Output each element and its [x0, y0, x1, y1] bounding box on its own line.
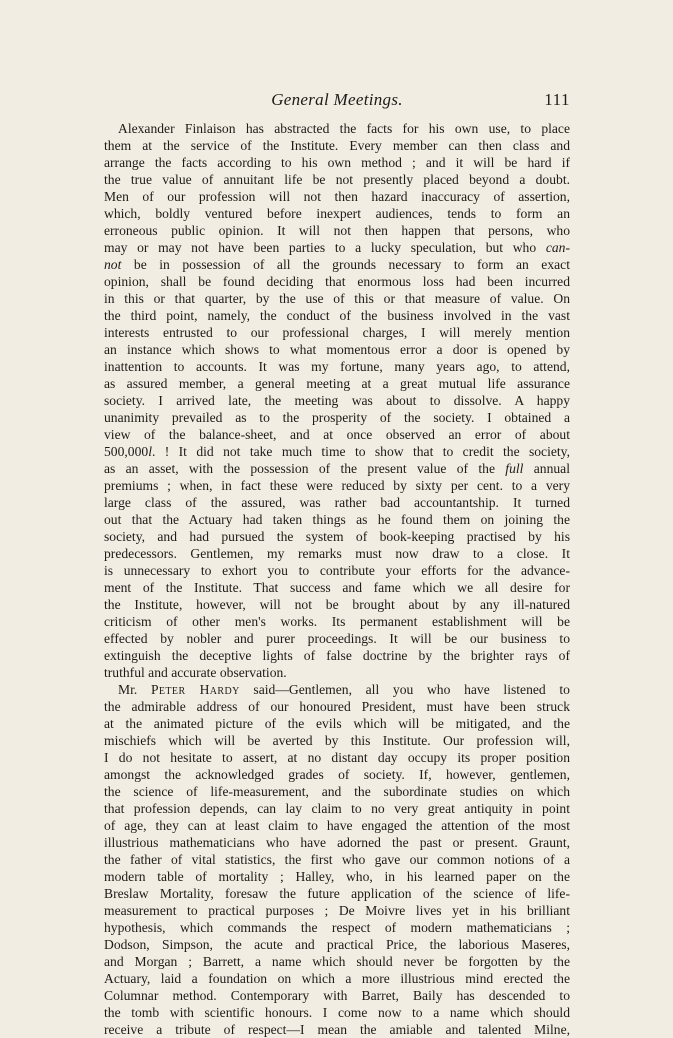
text-segment: Mr. — [118, 682, 151, 697]
text-segment: out that the Actuary had taken things as he found them on joining the — [104, 512, 570, 527]
text-segment: an instance which shows to what momentous error a door is opened by — [104, 342, 570, 357]
text-line — [104, 1021, 570, 1038]
text-line — [104, 902, 570, 919]
text-line — [104, 970, 570, 987]
text-segment: interests entrusted to our professional charges, I will merely mention — [104, 325, 570, 340]
text-line — [104, 426, 570, 443]
text-segment: erroneous public opinion. It will not then happen that persons, who — [104, 223, 570, 238]
text-segment: as an asset, with the possession of the present value of the — [104, 461, 506, 476]
text-segment: that profession depends, can lay claim to no very great antiquity in point — [104, 801, 570, 816]
text-segment: the true value of annuitant life be not presently placed beyond a doubt. — [104, 172, 570, 187]
text-line — [104, 460, 570, 477]
text-line — [104, 851, 570, 868]
text-segment: predecessors. Gentlemen, my remarks must now draw to a close. It — [104, 546, 570, 561]
text-line — [104, 171, 570, 188]
text-segment: be in possession of all the grounds necessary to form an exact — [121, 257, 570, 272]
text-segment: Men of our profession will not then hazard inaccuracy of assertion, — [104, 189, 570, 204]
text-line — [104, 290, 570, 307]
text-segment: is unnecessary to exhort you to contribute your efforts for the advance- — [104, 563, 570, 578]
text-line — [104, 188, 570, 205]
text-line — [104, 749, 570, 766]
text-segment: inattention to accounts. It was my fortune, many years ago, to attend, — [104, 359, 570, 374]
text-line — [104, 239, 570, 256]
text-segment: view of the balance-sheet, and at once observed an error of about — [104, 427, 570, 442]
text-segment: Breslaw Mortality, foresaw the future application of the science of life- — [104, 886, 570, 901]
text-segment: the third point, namely, the conduct of the business involved in the vast — [104, 308, 570, 323]
text-line — [104, 766, 570, 783]
text-segment: society, and had pursued the system of book-keeping practised by his — [104, 529, 570, 544]
text-line — [104, 664, 570, 681]
text-segment: receive a tribute of respect—I mean the amiable and talented Milne, — [104, 1022, 570, 1037]
text-segment: opinion, shall be found deciding that enormous loss had been incurred — [104, 274, 570, 289]
page-number: 111 — [544, 90, 570, 109]
text-segment: the admirable address of our honoured President, must have been struck — [104, 699, 570, 714]
text-line — [104, 273, 570, 290]
text-line — [104, 205, 570, 222]
text-line — [104, 1004, 570, 1021]
body-text — [104, 120, 570, 1038]
text-line — [104, 494, 570, 511]
running-title: General Meetings. — [271, 90, 403, 109]
text-line — [104, 562, 570, 579]
text-line — [104, 341, 570, 358]
text-line — [104, 800, 570, 817]
text-segment: Alexander Finlaison has abstracted the facts for his own use, to place — [118, 121, 570, 136]
text-line — [104, 154, 570, 171]
text-line — [104, 222, 570, 239]
text-segment: annual — [523, 461, 570, 476]
text-line — [104, 137, 570, 154]
text-segment: mischiefs which will be averted by this Institute. Our profession will, — [104, 733, 570, 748]
text-segment: l — [148, 444, 152, 459]
text-segment: measurement to practical purposes ; De Moivre lives yet in his brilliant — [104, 903, 570, 918]
text-segment: hypothesis, which commands the respect of modern mathematicians ; — [104, 920, 570, 935]
text-line — [104, 681, 570, 698]
page-header — [104, 90, 570, 114]
text-line — [104, 919, 570, 936]
text-segment: the Institute, however, will not be brought about by any ill-natured — [104, 597, 570, 612]
text-segment: amongst the acknowledged grades of society. If, however, gentlemen, — [104, 767, 570, 782]
text-line — [104, 120, 570, 137]
text-segment: may or may not have been parties to a lucky speculation, but who — [104, 240, 546, 255]
text-line — [104, 579, 570, 596]
text-line — [104, 528, 570, 545]
text-segment: which, boldly ventured before inexpert audiences, tends to form an — [104, 206, 570, 221]
text-line — [104, 511, 570, 528]
text-line — [104, 545, 570, 562]
text-line — [104, 307, 570, 324]
text-segment: Actuary, laid a foundation on which a more illustrious mind erected the — [104, 971, 570, 986]
text-segment: criticism of other men's works. Its permanent establishment will be — [104, 614, 570, 629]
text-segment: the science of life-measurement, and the subordinate studies on which — [104, 784, 570, 799]
text-line — [104, 443, 570, 460]
text-segment: and Morgan ; Barrett, a name which should never be forgotten by the — [104, 954, 570, 969]
text-line — [104, 885, 570, 902]
text-segment: ment of the Institute. That success and fame which we all desire for — [104, 580, 570, 595]
text-line — [104, 630, 570, 647]
text-segment: unanimity prevailed as to the prosperity of the society. I obtained a — [104, 410, 570, 425]
text-segment: Dodson, Simpson, the acute and practical Price, the laborious Maseres, — [104, 937, 570, 952]
text-line — [104, 375, 570, 392]
text-line — [104, 936, 570, 953]
text-line — [104, 834, 570, 851]
text-line — [104, 732, 570, 749]
text-segment: the father of vital statistics, the first who gave our common notions of a — [104, 852, 570, 867]
text-line — [104, 324, 570, 341]
text-line — [104, 477, 570, 494]
text-segment: them at the service of the Institute. Every member can then class and — [104, 138, 570, 153]
text-segment: premiums ; when, in fact these were reduced by sixty per cent. to a very — [104, 478, 570, 493]
text-segment: arrange the facts according to his own method ; and it will be hard if — [104, 155, 570, 170]
text-segment: can- — [545, 240, 570, 255]
text-line — [104, 596, 570, 613]
text-segment: society. I arrived late, the meeting was about to dissolve. A happy — [104, 393, 570, 408]
text-segment: large class of the assured, was rather bad accountantship. It turned — [104, 495, 570, 510]
text-segment: extinguish the deceptive lights of false doctrine by the brighter rays of — [104, 648, 570, 663]
text-line — [104, 613, 570, 630]
text-segment: the tomb with scientific honours. I come now to a name which should — [104, 1005, 570, 1020]
text-line — [104, 868, 570, 885]
text-line — [104, 817, 570, 834]
text-segment: Columnar method. Contemporary with Barret, Baily has descended to — [104, 988, 570, 1003]
text-segment: as assured member, a general meeting at a great mutual life assurance — [104, 376, 570, 391]
text-segment: not — [104, 257, 122, 272]
text-line — [104, 647, 570, 664]
text-segment: full — [505, 461, 524, 476]
text-segment: effected by nobler and purer proceedings. It will be our business to — [104, 631, 570, 646]
text-segment: 500,000 — [104, 444, 149, 459]
text-line — [104, 256, 570, 273]
text-line — [104, 987, 570, 1004]
text-segment: in this or that quarter, by the use of this or that measure of value. On — [104, 291, 570, 306]
text-line — [104, 783, 570, 800]
text-segment: I do not hesitate to assert, at no distant day occupy its proper position — [104, 750, 570, 765]
text-line — [104, 953, 570, 970]
text-line — [104, 392, 570, 409]
text-segment: at the animated picture of the evils which will be mitigated, and the — [104, 716, 570, 731]
text-segment: truthful and accurate observation. — [104, 665, 287, 680]
text-segment: illustrious mathematicians who have adorned the past or present. Graunt, — [104, 835, 570, 850]
text-segment: of age, they can at least claim to have engaged the attention of the most — [104, 818, 570, 833]
text-line — [104, 358, 570, 375]
text-line — [104, 698, 570, 715]
text-line — [104, 409, 570, 426]
text-segment: said—Gentlemen, all you who have listened to — [239, 682, 570, 697]
text-line — [104, 715, 570, 732]
text-segment: Peter Hardy — [150, 682, 240, 697]
text-segment: . ! It did not take much time to show that to credit the society, — [151, 444, 570, 459]
text-segment: modern table of mortality ; Halley, who, in his learned paper on the — [104, 869, 570, 884]
